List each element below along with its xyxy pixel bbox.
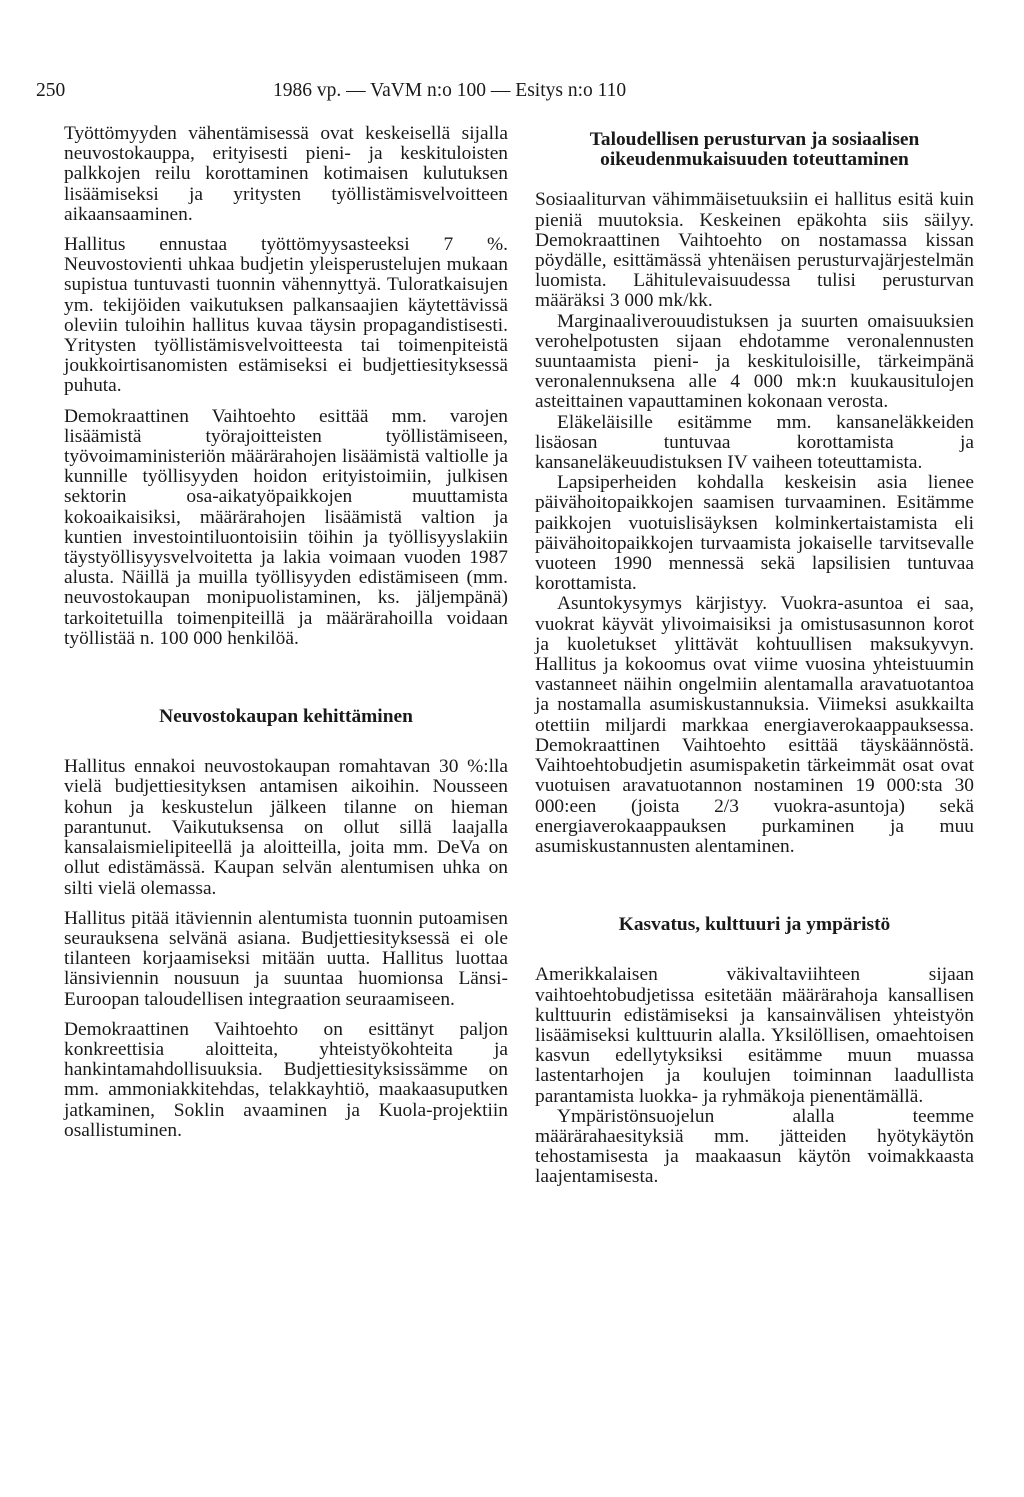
paragraph: Hallitus ennustaa työttömyysasteeksi 7 %. Neuvostovienti uhkaa budjetin yleisperustelujen mukaan supistua tuntuvasti tuonnin vähennyttyä. Tuloratkaisujen ym. tekijöiden vaikutuksen palkansaajien käytettävissä oleviin tuloihin hallitus kuvaa täysin propagandistisesti. Yritysten työllistämisvelvoitteesta tai toimenpiteistä joukkoirtisanomisten estämiseksi ei budjettiesityksessä puhuta. — [64, 234, 508, 397]
section-heading: Kasvatus, kulttuuri ja ympäristö — [618, 914, 891, 936]
page-number: 250 — [36, 80, 66, 101]
paragraph: Sosiaaliturvan vähimmäisetuuksiin ei hallitus esitä kuin pieniä muutoksia. Keskeinen epäkohta siis säilyy. Demokraattinen Vaihtoehto on nostamassa kissan pöydälle, esittämässä yhtenäisen perusturvajärjestelmän luomista. Lähitulevaisuudessa tulisi perusturvan määräksi 3 000 mk/kk. — [535, 189, 974, 312]
left-column — [64, 124, 508, 1141]
paragraph: Asuntokysymys kärjistyy. Vuokra-asuntoa ei saa, vuokrat käyvät ylivoimaisiksi ja omistusasunnon korot ja kuoletukset ylittävät kohtuullisen maksukyvyn. Hallitus ja kokoomus ovat viime vuosina yhteistuumin vastanneet näihin ongelmiin alentamalla aravatuotantoa ja nostamalla asumiskustannuksia. Viimeksi asukkailta otettiin miljardi markkaa energiaverokaappauksessa. Demokraattinen Vaihtoehto esittää täyskäännöstä. Vaihtoehtobudjetin asumispaketin tärkeimmät osat ovat vuotuisen aravatuotannon nostaminen 19 000:sta 30 000:een (joista 2/3 vuokra-asuntoja) sekä energiaverokaappauksen purkaminen ja muu asumiskustannusten alentaminen. — [535, 593, 974, 857]
section-heading: Neuvostokaupan kehittäminen — [159, 706, 413, 728]
paragraph: Demokraattinen Vaihtoehto on esittänyt paljon konkreettisia aloitteita, yhteistyökohteita ja hankintamahdollisuuksia. Budjettiesityksissämme on mm. ammoniakkitehdas, telakkayhtiö, maakaasuputken jatkaminen, Soklin avaaminen ja Kuola-projektiin osallistuminen. — [64, 1018, 508, 1141]
paragraph: Eläkeläisille esitämme mm. kansaneläkkeiden lisäosan tuntuvaa korottamista ja kansaneläkeuudistuksen IV vaiheen toteuttamista. — [535, 411, 974, 474]
section-heading: Taloudellisen perusturvan ja sosiaalisen oikeudenmukaisuuden toteuttaminen — [589, 129, 920, 171]
header-title: 1986 vp. — VaVM n:o 100 — Esitys n:o 110 — [273, 80, 627, 101]
running-header — [36, 76, 996, 106]
paragraph: Hallitus ennakoi neuvostokaupan romahtavan 30 %:lla vielä budjettiesityksen antamisen aikoihin. Nousseen kohun ja keskustelun jälkeen tilanne on hieman parantunut. Vaikutuksensa on ollut sillä laajalla kansalaismielipiteellä ja aloitteilla, joita mm. DeVa on ollut edistämässä. Kaupan selvän alentumisen uhka on silti vielä olemassa. — [64, 756, 508, 899]
right-column — [535, 124, 974, 1188]
paragraph: Amerikkalaisen väkivaltaviihteen sijaan vaihtoehtobudjetissa esitetään määrärahoja kansallisen kulttuurin edistämiseksi ja kansainvälisen yhteistyön lisäämiseksi kulttuurin alalla. Yksilöllisen, omaehtoisen kasvun edellytyksiksi esitämme muun muassa lastentarhojen ja koulujen toiminnan laadullista parantamista luokka- ja ryhmäkoja pienentämällä. — [535, 964, 974, 1107]
paragraph: Marginaaliverouudistuksen ja suurten omaisuuksien verohelpotusten sijaan ehdotamme veronalennusten suuntaamista pieni- ja keskituloisille, tärkeimpänä veronalennuksena alle 4 000 mk:n kuukausitulojen asteittainen vapauttaminen kokonaan verosta. — [535, 310, 974, 413]
paragraph: Demokraattinen Vaihtoehto esittää mm. varojen lisäämistä työrajoitteisten työllistämiseen, työvoimaministeriön määrärahojen lisäämistä valtiolle ja kunnille työllisyyden hoidon erityistoimiin, julkisen sektorin osa-aikatyöpaikkojen muuttamista kokoaikaisiksi, määrärahojen lisäämistä valtion ja kuntien investointiluontoisiin töihin ja työllisyyslakiin täystyöllisyysvelvoitetta ja lakia voimaan vuoden 1987 alusta. Näillä ja muilla työllisyyden edistämiseen (mm. neuvostokaupan monipuolistaminen, ks. jäljempänä) tarkoitetuilla toimenpiteillä ja määrärahoilla voidaan työllistää n. 100 000 henkilöä. — [64, 405, 508, 649]
paragraph: Työttömyyden vähentämisessä ovat keskeisellä sijalla neuvostokauppa, erityisesti pieni- ja keskituloisten palkkojen reilu korottaminen kotimaisen kulutuksen lisäämiseksi ja yritysten työllistämisvelvoitteen aikaansaaminen. — [64, 123, 508, 225]
paragraph: Lapsiperheiden kohdalla keskeisin asia lienee päivähoitopaikkojen saamisen turvaaminen. Esitämme paikkojen vuotuislisäyksen kolminkertaistamista eli päivähoitopaikkojen turvaamista jokaiselle tarvitsevalle vuoteen 1990 mennessä sekä lapsilisien tuntuvaa korottamista. — [535, 472, 974, 595]
paragraph: Hallitus pitää itäviennin alentumista tuonnin putoamisen seurauksena selvänä asiana. Budjettiesityksessä ei ole tilanteen korjaamiseksi mitään uutta. Hallitus luottaa länsiviennin nousuun ja suuntaa huomionsa Länsi-Euroopan taloudellisen integraation seuraamiseen. — [64, 907, 508, 1010]
paragraph: Ympäristönsuojelun alalla teemme määrärahaesityksiä mm. jätteiden hyötykäytön tehostamisesta ja maakaasun käytön voimakkaasta laajentamisesta. — [535, 1105, 974, 1188]
